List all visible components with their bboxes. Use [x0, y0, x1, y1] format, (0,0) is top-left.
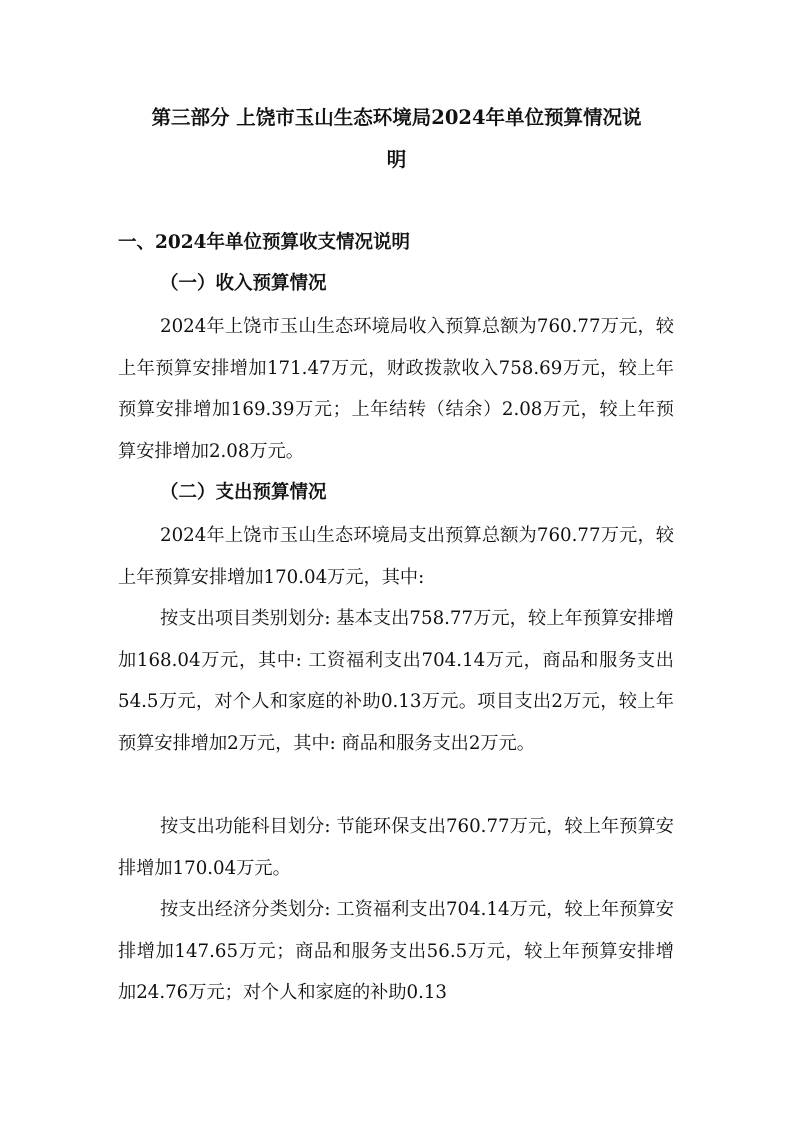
expenditure-by-function-paragraph: 按支出功能科目划分: 节能环保支出760.77万元，较上年预算安排增加170.04万元。 [118, 816, 674, 879]
expenditure-total-paragraph: 2024年上饶市玉山生态环境局支出预算总额为760.77万元，较上年预算安排增加170.04万元，其中: [118, 525, 674, 588]
expenditure-by-economic-paragraph: 按支出经济分类划分: 工资福利支出704.14万元，较上年预算安排增加147.65万元；商品和服务支出56.5万元，较上年预算安排增加24.76万元；对个人和家庭的补助0.13 [118, 899, 674, 1003]
document-title-continuation: 明 [386, 148, 407, 171]
section-heading-budget-summary: 一、2024年单位预算收支情况说明 [118, 232, 410, 253]
expenditure-by-item-paragraph: 按支出项目类别划分: 基本支出758.77万元，较上年预算安排增加168.04万元，其中: 工资福利支出704.14万元，商品和服务支出54.5万元，对个人和家庭的补助0.13万元。项目支出2万元，较上年预算安排增加2万元，其中: 商品和服务支出2万元。 [118, 608, 674, 754]
subsection-heading-expenditure: （二）支出预算情况 [160, 482, 327, 503]
income-paragraph: 2024年上饶市玉山生态环境局收入预算总额为760.77万元，较上年预算安排增加171.47万元，财政拨款收入758.69万元，较上年预算安排增加169.39万元；上年结转（结余）2.08万元，较上年预算安排增加2.08万元。 [118, 316, 674, 462]
subsection-heading-income: （一）收入预算情况 [160, 273, 327, 294]
document-title: 第三部分 上饶市玉山生态环境局2024年单位预算情况说 [151, 106, 642, 129]
